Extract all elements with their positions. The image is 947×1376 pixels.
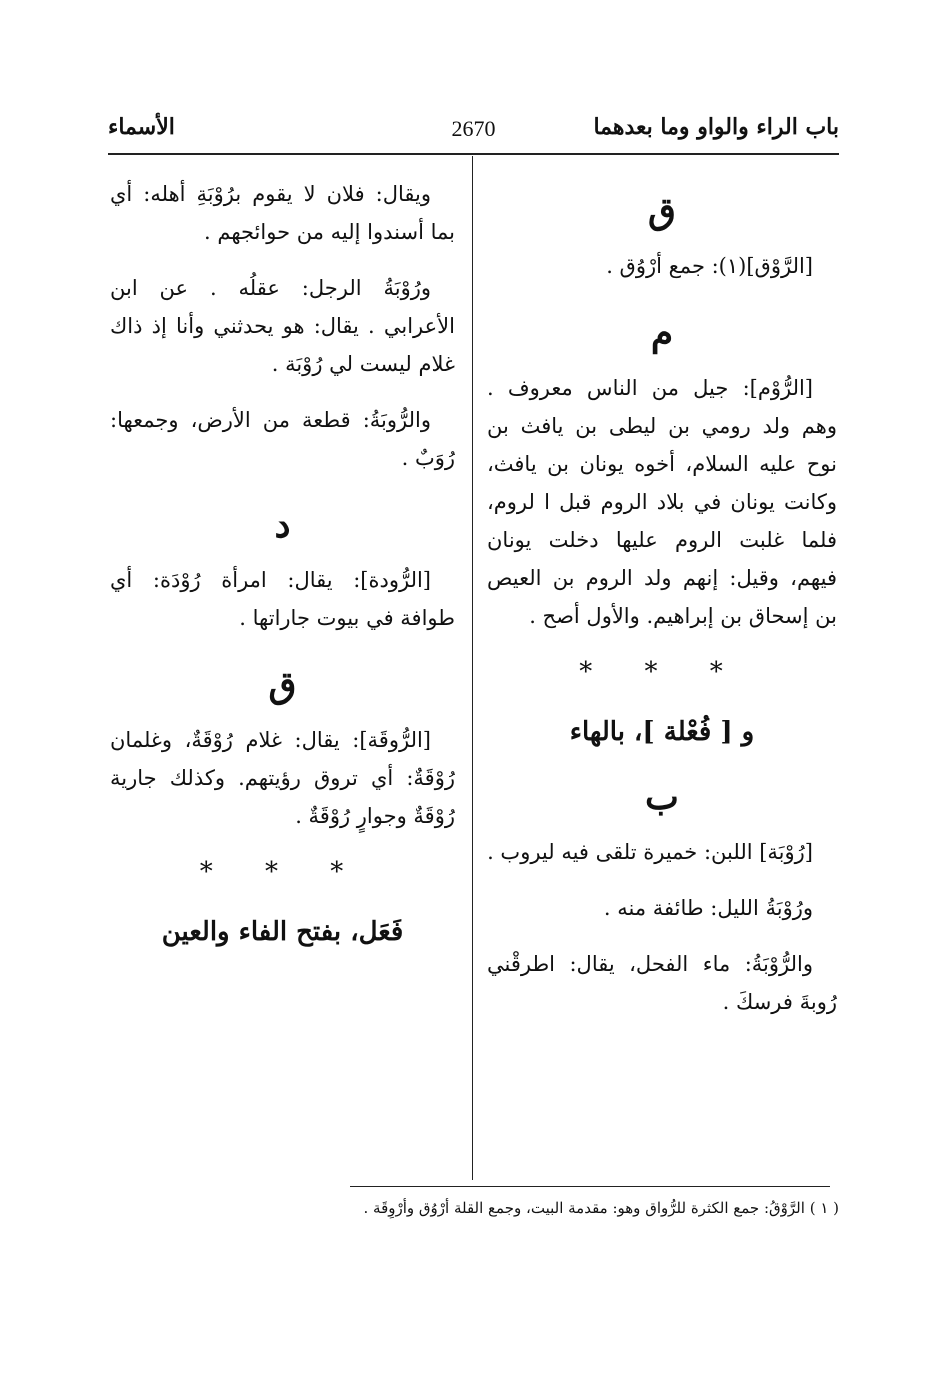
header-divider — [108, 153, 839, 155]
section-separator: * * * — [199, 857, 366, 887]
entry-rawba-night: ورُوْبَةُ الليل: طائفة منه . — [603, 896, 813, 920]
entry-rawqa: [الرُّوقَة]: يقال: غلام رُوْقَةٌ، وغلمان رُوْقَةٌ: أي تروق رؤيتهم. وكذلك جارية رُوْقَةٌ وجوارٍ رُوْقَةٌ . — [110, 728, 455, 828]
entry-rum: [الرُّوْم]: جيل من الناس معروف . وهم ولد رومي بن ليطى بن يافث بن نوح عليه السلام، أخوه يونان بن يافث، وكانت يونان في بلاد الروم قبل ا لروم، فلما غلبت الروم عليها دخلت يونان فيهم، وقيل: إنهم ولد الروم بن العيص بن إسحاق بن إبراهيم. والأول أصح . — [487, 376, 837, 628]
letter-heading: م — [650, 312, 674, 354]
entry-rawba-mind: ورُوْبَةُ الرجل: عقلُه . عن ابن الأعرابي . يقال: هو يحدثني وأنا إذ ذاك غلام ليست لي رُوْبَة . — [110, 276, 455, 376]
section-title: فَعَل، بفتح الفاء والعين — [161, 917, 404, 947]
letter-heading: ب — [645, 776, 679, 818]
page-header — [108, 110, 839, 150]
letter-heading: ق — [268, 664, 297, 706]
section-separator: * * * — [579, 657, 745, 687]
footnote-divider — [350, 1186, 830, 1187]
entry-rawba-land: والرُّوبَةُ: قطعة من الأرض، وجمعها: رُوَبٌ . — [110, 408, 455, 470]
entry-rawda: [الرُّودة]: يقال: امرأة رُوْدَة: أي طوافة في بيوت جاراتها . — [110, 568, 455, 630]
page-number: 2670 — [451, 116, 496, 141]
section-title: و [ فُعْلة ]، بالهاء — [569, 717, 755, 747]
column-divider — [472, 156, 473, 1180]
section-name: الأسماء — [108, 114, 175, 140]
left-column — [110, 175, 455, 967]
right-column — [487, 175, 837, 1039]
entry-rawba-milk: [رُوْبَة] اللبن: خميرة تلقى فيه ليروب . — [487, 840, 813, 864]
letter-heading: د — [274, 504, 291, 546]
chapter-title: باب الراء والواو وما بعدهما — [593, 114, 839, 140]
entry-rawba-stallion: والرُّوْبَةُ: ماء الفحل، يقال: اطرقْني رُوبةَ فرسكَ . — [487, 952, 837, 1014]
footnote: ( ١ ) الرَّوْقُ: جمع الكثرة للرُّواق وهو: مقدمة البيت، وجمع القلة أرْوُق وأرْوِقَة . — [363, 1199, 839, 1217]
entry-rawq: [الرَّوْق](١): جمع أرْوُق . — [606, 254, 813, 278]
letter-heading: ق — [648, 190, 676, 232]
entry-rawba-family: ويقال: فلان لا يقوم برُوْبَةِ أهله: أي بما أسندوا إليه من حوائجهم . — [110, 182, 455, 244]
